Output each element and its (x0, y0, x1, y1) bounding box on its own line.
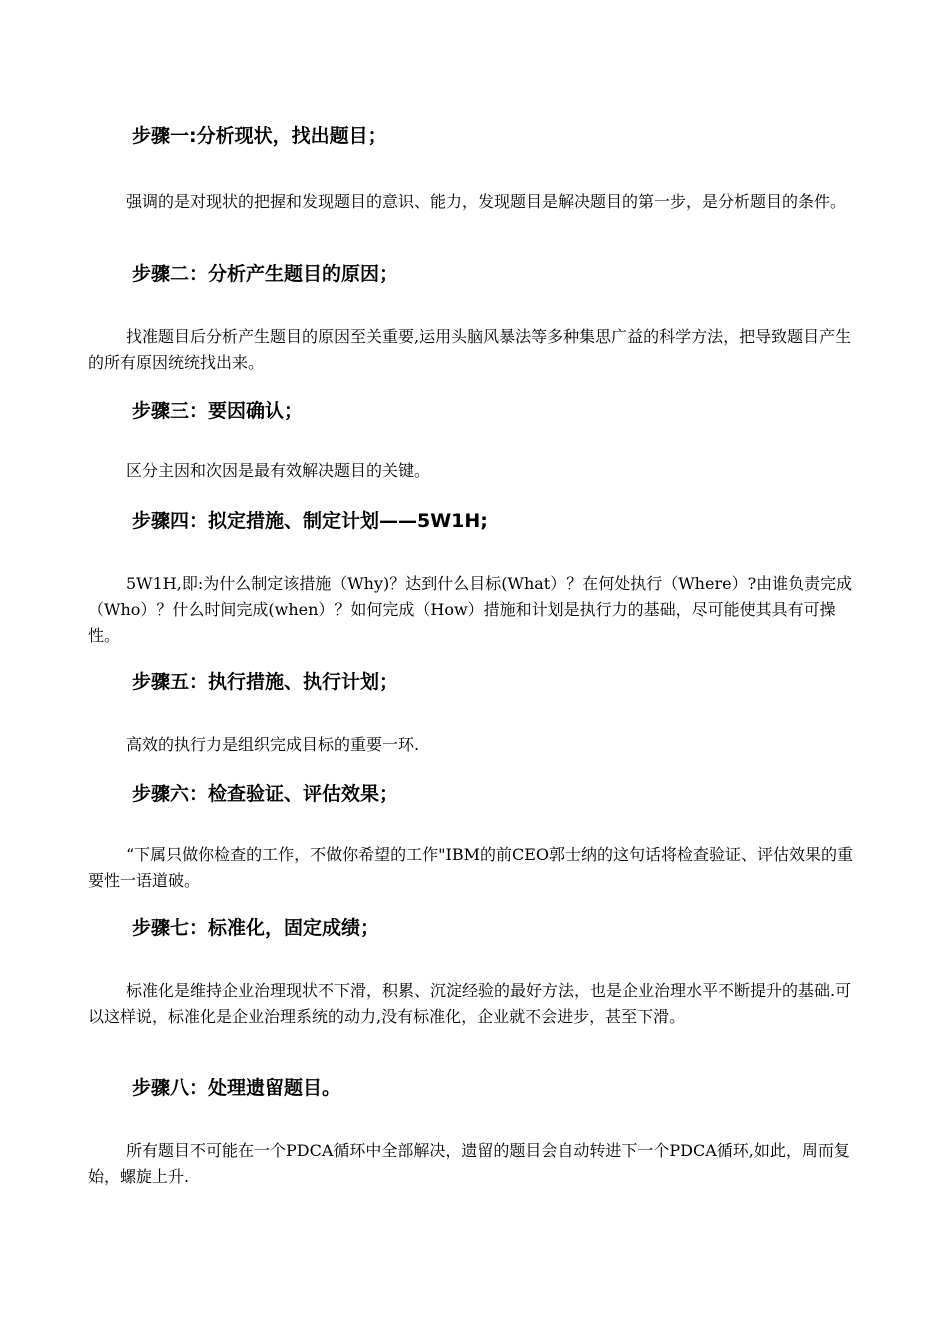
step-3-heading: 步骤三：要因确认； (132, 400, 304, 422)
step-8-paragraph: 所有题目不可能在一个PDCA循环中全部解决，遗留的题目会自动转进下一个PDCA循环,如此，周而复始，螺旋上升. (88, 1141, 850, 1186)
step-7-paragraph: 标准化是维持企业治理现状不下滑，积累、沉淀经验的最好方法，也是企业治理水平不断提升的基础.可以这样说，标准化是企业治理系统的动力,没有标准化，企业就不会进步，甚至下滑。 (88, 981, 852, 1026)
step-6-heading: 步骤六：检查验证、评估效果； (132, 783, 399, 805)
step-7-heading: 步骤七：标准化，固定成绩； (132, 917, 380, 939)
step-1-paragraph: 强调的是对现状的把握和发现题目的意识、能力，发现题目是解决题目的第一步，是分析题目的条件。 (126, 192, 847, 211)
step-4-heading: 步骤四：拟定措施、制定计划——5W1H; (132, 510, 488, 532)
step-2-paragraph: 找准题目后分析产生题目的原因至关重要,运用头脑风暴法等多种集思广益的科学方法，把导致题目产生的所有原因统统找出来。 (88, 327, 852, 372)
step-5-paragraph: 高效的执行力是组织完成目标的重要一环. (126, 735, 420, 754)
step-6-paragraph: “下属只做你检查的工作，不做你希望的工作"IBM的前CEO郭士纳的这句话将检查验证、评估效果的重要性一语道破。 (88, 845, 854, 890)
step-4-paragraph: 5W1H,即:为什么制定该措施（Why)？达到什么目标(What）？在何处执行（Where）?由谁负责完成（Who）？什么时间完成(when）？如何完成（How）措施和计划是执行力的基础，尽可能使其具有可操性。 (88, 574, 853, 645)
step-5-heading: 步骤五：执行措施、执行计划； (132, 671, 399, 693)
step-8-heading: 步骤八：处理遗留题目。 (132, 1077, 342, 1099)
step-2-heading: 步骤二：分析产生题目的原因； (132, 263, 399, 285)
step-1-heading: 步骤一:分析现状，找出题目； (132, 125, 387, 147)
step-3-paragraph: 区分主因和次因是最有效解决题目的关键。 (126, 461, 431, 480)
